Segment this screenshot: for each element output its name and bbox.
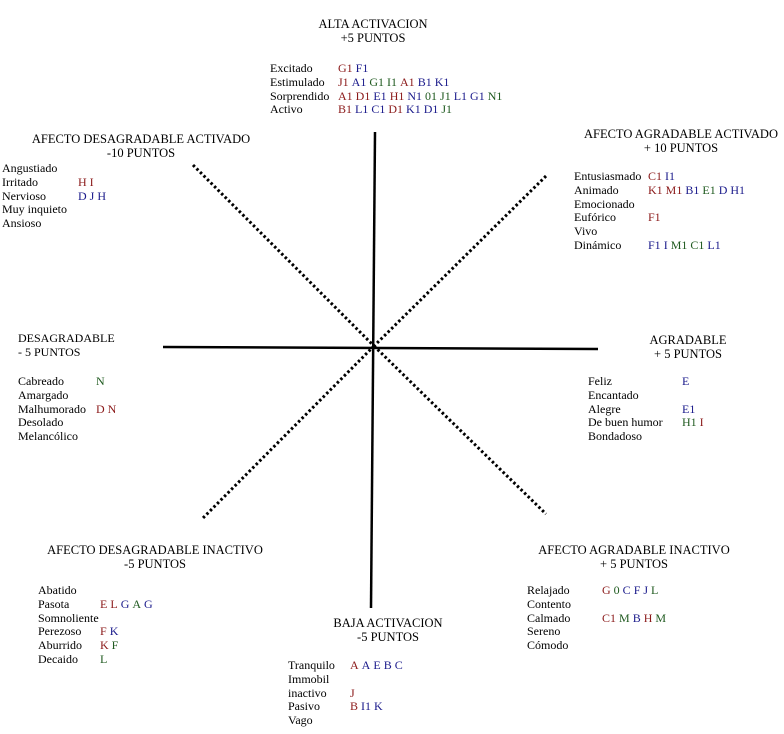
participant-codes (96, 375, 108, 389)
participant-code: C (394, 658, 403, 672)
participant-code: 0 (613, 583, 620, 597)
participant-code: J1 (441, 102, 453, 117)
emotion-row (2, 203, 109, 217)
emotion-label: Calmado (527, 610, 571, 625)
participant-codes (648, 170, 678, 184)
participant-code: J1 (440, 88, 451, 103)
participant-code: I1 (361, 699, 372, 714)
emotion-label: Angustiado (2, 161, 58, 175)
section-points: - 5 PUNTOS (18, 344, 81, 359)
section-title: BAJA ACTIVACION (333, 616, 443, 630)
emotion-row (574, 184, 748, 198)
emotion-row (18, 389, 119, 403)
participant-code: H (78, 174, 87, 189)
participant-code: B (350, 699, 359, 714)
participant-code: H (97, 188, 107, 203)
participant-code: E (100, 596, 108, 611)
emotion-row (574, 225, 748, 239)
emotion-label: Entusiasmado (574, 169, 642, 183)
emotion-label: Cabreado (18, 374, 64, 388)
participant-codes (350, 659, 406, 673)
section-title: AFECTO AGRADABLE INACTIVO (538, 543, 730, 557)
emotion-row (288, 700, 406, 714)
participant-codes (338, 90, 505, 104)
participant-code: A1 (351, 74, 367, 89)
participant-codes (602, 584, 661, 598)
participant-code: C (622, 583, 631, 597)
section-title: DESAGRADABLE (18, 331, 115, 345)
agradable-activado-list (574, 170, 748, 253)
emotion-row (588, 403, 707, 417)
section-title: AFECTO AGRADABLE ACTIVADO (583, 127, 778, 141)
emotion-row (270, 90, 505, 104)
participant-codes (602, 612, 669, 626)
participant-code: D1 (355, 88, 371, 103)
emotion-row (18, 430, 119, 444)
diagonal-dotted-line-se (374, 346, 546, 514)
participant-code: A (350, 658, 359, 672)
participant-code: B1 (338, 102, 353, 117)
emotion-row (588, 389, 707, 403)
desagradable-heading (18, 332, 115, 360)
participant-code: G (120, 596, 130, 611)
emotion-label: Feliz (588, 374, 612, 388)
participant-code: D (78, 188, 87, 203)
emotion-row (38, 625, 156, 639)
participant-code: I1 (387, 74, 398, 89)
section-title: AGRADABLE (649, 333, 727, 347)
section-points: +5 PUNTOS (340, 31, 406, 45)
emotion-row (588, 416, 707, 430)
participant-code: L (110, 596, 118, 611)
participant-code: C1 (371, 102, 386, 117)
participant-code: A (361, 658, 371, 672)
participant-code: L (651, 583, 659, 597)
vertical-axis-line (371, 132, 375, 608)
emotion-label: Sorprendido (270, 88, 330, 103)
participant-code: F (633, 583, 641, 597)
emotion-label: Emocionado (574, 196, 635, 211)
emotion-row (38, 584, 156, 598)
participant-code: D1 (388, 102, 404, 117)
participant-code: I (699, 415, 704, 430)
emotion-label: Amargado (18, 387, 69, 402)
participant-code: K1 (434, 74, 450, 89)
emotion-row (588, 375, 707, 389)
agradable-activado-heading (578, 127, 784, 155)
desagradable-list (18, 375, 119, 444)
participant-codes (100, 598, 156, 612)
participant-code: F (100, 624, 107, 639)
section-points: -5 PUNTOS (124, 557, 186, 571)
emotion-row (18, 416, 119, 430)
emotion-row (288, 659, 406, 673)
participant-code: I1 (665, 169, 676, 183)
participant-code: A1 (338, 88, 353, 103)
emotion-row (2, 162, 109, 176)
participant-code: L (100, 651, 108, 666)
participant-code: G (144, 596, 153, 611)
participant-codes (78, 176, 97, 190)
participant-codes (100, 639, 121, 653)
emotion-row (18, 403, 119, 417)
emotion-row (574, 211, 748, 225)
participant-code: B1 (685, 182, 700, 197)
emotion-label: Perezoso (38, 624, 82, 639)
emotion-label: Cómodo (527, 638, 569, 653)
participant-code: H1 (730, 182, 746, 197)
baja-activacion-list (288, 659, 406, 728)
emotion-row (527, 598, 669, 612)
desagradable-activado-list (2, 162, 109, 231)
diagonal-dotted-line-nw (193, 165, 374, 346)
section-points: + 10 PUNTOS (643, 141, 719, 155)
participant-code: F1 (648, 210, 661, 225)
participant-code: K (374, 699, 383, 714)
emotion-label: Dinámico (574, 237, 622, 252)
participant-code: H1 (682, 415, 697, 430)
emotion-row (527, 584, 669, 598)
emotion-label: Immobil (288, 671, 330, 686)
desagradable-inactivo-heading (44, 543, 266, 571)
participant-code: G1 (338, 61, 353, 75)
emotion-row (38, 612, 156, 626)
emotion-label: Animado (574, 182, 619, 197)
participant-code: F (111, 638, 119, 653)
participant-code: J1 (338, 74, 349, 89)
participant-code: E (682, 374, 690, 388)
emotion-row (574, 198, 748, 212)
participant-code: D (718, 182, 728, 197)
participant-code: N (107, 401, 117, 416)
emotion-label: Somnoliente (38, 610, 99, 625)
emotion-row (574, 170, 748, 184)
agradable-heading (640, 333, 736, 361)
participant-codes (350, 700, 386, 714)
emotion-row (18, 375, 119, 389)
emotion-row (270, 76, 505, 90)
emotion-label: Encantado (588, 387, 639, 402)
emotion-row (527, 625, 669, 639)
baja-activacion-heading (327, 616, 449, 644)
participant-code: J (89, 188, 95, 203)
emotion-row (288, 673, 406, 687)
participant-code: E1 (682, 401, 696, 416)
emotion-label: Excitado (270, 61, 313, 75)
emotion-row (38, 598, 156, 612)
participant-code: N1 (487, 88, 503, 103)
section-points: + 5 PUNTOS (654, 347, 722, 361)
desagradable-inactivo-list (38, 584, 156, 667)
participant-code: H1 (389, 88, 405, 103)
emotion-label: Muy inquieto (2, 202, 67, 217)
emotion-label: Sereno (527, 624, 561, 639)
participant-codes (338, 62, 371, 76)
diagonal-dotted-line-sw (203, 346, 374, 518)
participant-codes (96, 403, 119, 417)
emotion-label: Pasivo (288, 699, 321, 714)
participant-code: J (643, 583, 649, 597)
participant-code: F1 (648, 237, 661, 252)
emotion-row (270, 103, 505, 117)
emotion-label: Malhumorado (18, 401, 86, 416)
agradable-list (588, 375, 707, 444)
emotion-label: Estimulado (270, 74, 325, 89)
participant-code: L1 (453, 88, 468, 103)
emotion-row (288, 714, 406, 728)
participant-codes (78, 190, 109, 204)
emotion-row (2, 190, 109, 204)
participant-code: A (132, 596, 142, 611)
participant-code: A1 (400, 74, 415, 89)
participant-code: L1 (355, 102, 369, 117)
section-title: ALTA ACTIVACION (318, 17, 428, 31)
participant-code: C1 (602, 610, 617, 625)
participant-code: K1 (648, 182, 663, 197)
emotion-label: De buen humor (588, 415, 663, 430)
participant-code: E1 (373, 88, 387, 103)
emotion-label: Eufórico (574, 210, 616, 225)
section-points: + 5 PUNTOS (600, 557, 668, 571)
participant-code: H (643, 610, 653, 625)
emotion-row (2, 217, 109, 231)
emotion-label: Desolado (18, 415, 64, 430)
emotion-row (38, 639, 156, 653)
emotion-label: Tranquilo (288, 658, 335, 672)
participant-code: C1 (690, 237, 705, 252)
participant-code: G (602, 583, 611, 597)
emotion-row (574, 239, 748, 253)
diagonal-dotted-line-ne (374, 176, 546, 346)
alta-activacion-heading (300, 17, 446, 45)
participant-code: E1 (702, 182, 716, 197)
emotion-row (2, 176, 109, 190)
participant-codes (648, 239, 724, 253)
emotion-label: Nervioso (2, 188, 46, 203)
participant-code: F1 (355, 61, 369, 75)
emotion-label: Alegre (588, 401, 621, 416)
participant-code: B (632, 610, 641, 625)
section-title: AFECTO DESAGRADABLE INACTIVO (47, 543, 263, 557)
participant-codes (338, 103, 455, 117)
participant-codes (648, 184, 748, 198)
participant-codes (100, 625, 121, 639)
desagradable-activado-heading (28, 132, 254, 160)
participant-codes (682, 403, 698, 417)
emotion-label: Decaido (38, 651, 78, 666)
participant-codes (338, 76, 452, 90)
participant-codes (648, 211, 664, 225)
participant-code: M (619, 610, 630, 625)
emotion-label: Contento (527, 596, 571, 611)
participant-code: K (109, 624, 119, 639)
emotion-row (288, 687, 406, 701)
participant-code: G1 (369, 74, 385, 89)
participant-code: C1 (648, 169, 663, 183)
emotion-label: Bondadoso (588, 429, 642, 444)
participant-code: M (655, 610, 667, 625)
participant-code: M1 (670, 237, 688, 252)
agradable-inactivo-list (527, 584, 669, 653)
participant-codes (100, 653, 110, 667)
participant-code: L1 (707, 237, 721, 252)
participant-code: I (89, 174, 94, 189)
emotion-label: Ansioso (2, 216, 42, 231)
participant-code: K1 (406, 102, 421, 117)
emotion-row (527, 639, 669, 653)
emotion-label: Aburrido (38, 638, 82, 653)
participant-code: K (100, 638, 109, 653)
section-points: -5 PUNTOS (357, 630, 419, 644)
participant-code: N (96, 374, 105, 388)
participant-codes (350, 687, 358, 701)
participant-code: G1 (470, 88, 485, 103)
alta-activacion-list (270, 62, 505, 117)
participant-codes (682, 375, 692, 389)
emotion-label: Melancólico (18, 429, 78, 444)
emotion-row (270, 62, 505, 76)
participant-code: B (383, 658, 392, 672)
participant-code: B1 (417, 74, 432, 89)
emotion-label: Relajado (527, 583, 570, 597)
emotion-label: inactivo (288, 685, 327, 700)
participant-code: J (350, 685, 355, 700)
participant-code: E (373, 658, 381, 672)
emotion-label: Vivo (574, 224, 598, 239)
emotion-label: Pasota (38, 596, 70, 611)
emotion-row (38, 653, 156, 667)
emotion-label: Vago (288, 713, 313, 728)
participant-code: D1 (423, 102, 439, 117)
participant-code: I (663, 237, 668, 252)
agradable-inactivo-heading (534, 543, 734, 571)
emotion-label: Irritado (2, 174, 38, 189)
participant-code: N1 (407, 88, 423, 103)
emotion-row (527, 612, 669, 626)
participant-code: D (96, 401, 105, 416)
horizontal-axis-line (163, 347, 598, 349)
emotion-row (588, 430, 707, 444)
participant-codes (682, 416, 707, 430)
emotion-label: Activo (270, 102, 303, 117)
participant-code: M1 (665, 182, 683, 197)
section-title: AFECTO DESAGRADABLE ACTIVADO (31, 132, 251, 146)
emotion-label: Abatido (38, 583, 77, 597)
participant-code: 01 (425, 88, 438, 103)
section-points: -10 PUNTOS (106, 146, 176, 160)
